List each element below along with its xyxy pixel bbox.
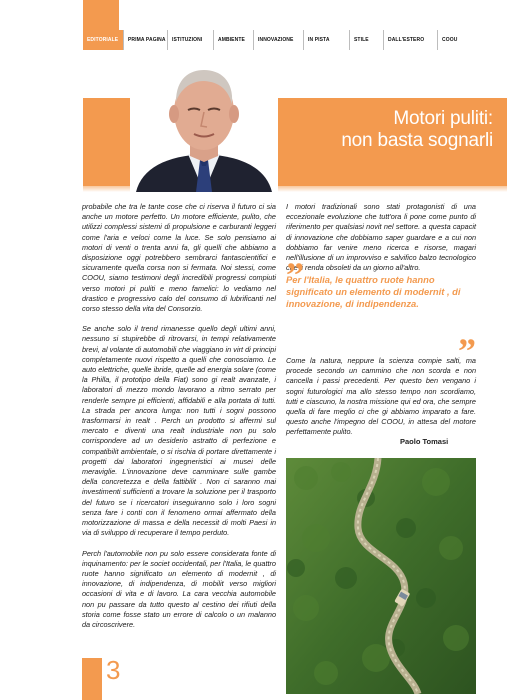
nav-item-stile[interactable]: STILE [349,30,383,50]
article-title [341,108,493,152]
page-number-bar [82,658,102,700]
page-number: 3 [106,655,121,685]
nav-item-coou[interactable]: COOU [437,30,473,50]
paragraph: I motori tradizionali sono stati protagonisti di una eccezionale evoluzione che tutt'ora li pone come punto di riferimento per qualsiasi novit nel settore. a questa capacit di innovazione che dobbiamo saper guardare e a cui non dobbiamo far venire meno ricerca e risorse, magari nell'illusione di un improvviso e salvifico balzo tecnologico che li renda obsoleti da un giorno all'altro. [286,202,476,273]
title-line-2: non basta sognarli [341,130,493,151]
paragraph: Se anche solo il trend rimanesse quello degli ultimi anni, nessuno si stupirebbe di ritrovarsi, in tempi relativamente brevi, al volante di automobili che viaggiano in virt di principi completamente nuovi rispetto a quelli che conosciamo. Le auto elettriche, quelle ibride, quelle ad energia solare (come la Philla, il prototipo della Fiat) sono gi realt avanzate, i laboratori di mezzo mondo lavorano a ritmo serrato per renderle sempre pi efficienti, affidabili e alla portata di tutti. La strada per ancora lunga: non tutti i sogni possono trasformarsi in realt . Perch un prodotto si affermi sul mercato e diventi una realt industriale non pu solo corrispondere ad un desiderio astratto di perfezione e compatibilit ambientale, o si rischia di portare direttamente i progetti dai laboratori ingegneristici ai musei delle meraviglie. L'innovazione deve camminare sulle gambe della concretezza e della fattibilit . Non ci saranno mai investimenti sufficienti a trovare la soluzione per il trasporto del futuro se i ricercatori inseguiranno solo i loro sogni senza fare i conti con il fenomeno ormai affermato della motorizzazione di massa e della necessit di molti Paesi in via di sviluppo di recuperare il tempo perduto. [82,324,276,538]
paragraph: Perch l'automobile non pu solo essere considerata fonte di inquinamento: per le societ occidentali, per l'Italia, le quattro ruote hanno significato un elemento di modernit , di innovazione, di indipendenza, di mobilit verso migliori occasioni di vita e di lavoro. La cara vecchia automobile non pu passare da tutto questo al cestino dei rifiuti della storia come fosse stato un errore di calcolo o un malanno da circoscrivere. [82,548,276,629]
nav-item-in-pista[interactable]: IN PISTA [303,30,349,50]
paragraph: Come la natura, neppure la scienza compie salti, ma procede secondo un cammino che non scorda e non cancella i passi precedenti. Per questo ben vengano i sogni futurologici ma allo stesso tempo non scordiamo, tutti e ciascuno, la nostra missione qui ed ora, che sempre quella di fare meglio ci che gi abbiamo imparato a fare. questo anche l'impegno del COOU, in attesa del motore perfettamente pulito. [286,356,476,437]
portrait-photo [130,50,278,192]
nav-item-ambiente[interactable]: AMBIENTE [213,30,253,50]
paragraph: probabile che tra le tante cose che ci riserva il futuro ci sia anche un motore perfetto. Un motore efficiente, pulito, che utilizzi complessi sistemi di propulsione e carburanti leggeri come l'aria e veloci come la luce. Se solo pensiamo ai motori di venti o trenta anni fa, gli quelli che abbiamo a disposizione oggi potrebbero sembrarci fantascientifici e sicuramente quella corsa non si fermata. Noi stessi, come COOU, siamo testimoni degli incredibili progressi compiuti verso motori pi puliti e meno famelici: lo vediamo nel drastico e progressivo calo del consumo di lubrificanti nel corso stesso della vita del Consorzio. [82,202,276,314]
nav-item-editoriale[interactable]: EDITORIALE [83,30,123,50]
pull-quote: Per l'Italia, le quattro ruote hanno significato un elemento di modernit , di innovazione, di indipendenza. [286,274,461,309]
left-column [82,202,276,640]
author-signature: Paolo Tomasi [400,437,449,446]
open-quote-mark: ” [286,255,304,295]
nav-item-dall-estero[interactable]: DALL'ESTERO [383,30,437,50]
nav-item-innovazione[interactable]: INNOVAZIONE [253,30,303,50]
forest-road-aerial-photo [286,458,476,694]
nav-item-istituzioni[interactable]: ISTITUZIONI [167,30,213,50]
title-line-1: Motori puliti: [393,108,493,129]
nav-item-prima-pagina[interactable]: PRIMA PAGINA [123,30,167,50]
right-column-continued [286,356,476,448]
right-column [286,202,476,283]
section-nav [83,30,473,50]
close-quote-mark: ” [458,331,476,371]
top-accent-strip [83,0,119,30]
